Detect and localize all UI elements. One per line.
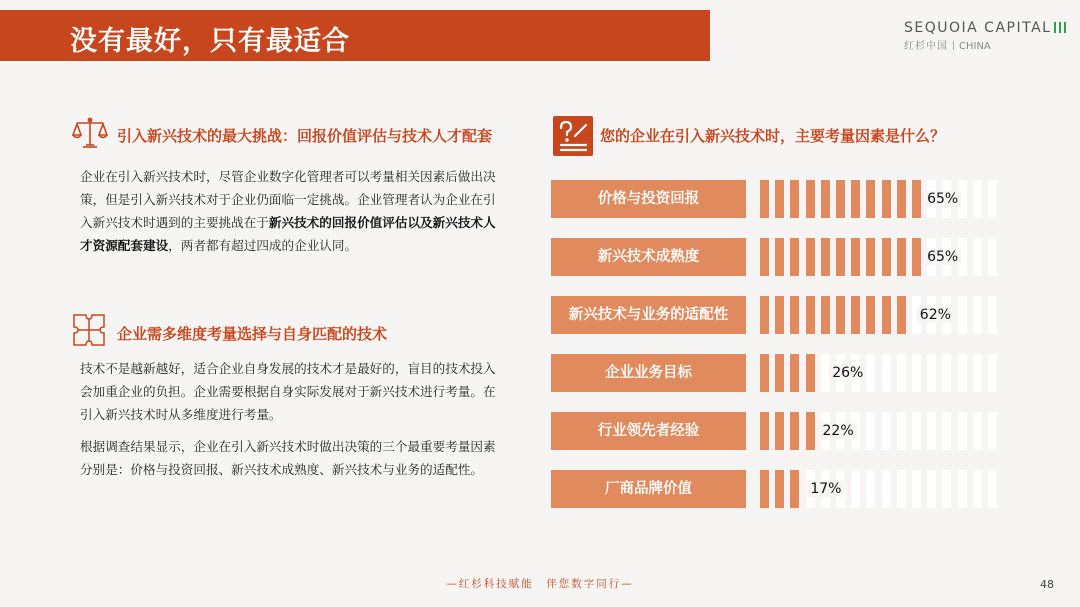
bar-row xyxy=(551,180,1011,218)
bar-segment-empty xyxy=(958,296,967,334)
sequoia-logo xyxy=(904,20,1066,52)
scales-icon xyxy=(72,115,108,151)
bar-segment-filled xyxy=(760,412,769,450)
bar-segment-filled xyxy=(851,296,860,334)
bar-segment-filled xyxy=(912,180,921,218)
bar-value-label: 17% xyxy=(807,481,844,497)
bar-segment-filled xyxy=(775,354,784,392)
bar-segment-filled xyxy=(775,412,784,450)
bar-track xyxy=(760,354,1005,392)
bar-segment-filled xyxy=(866,180,875,218)
bar-segment-filled xyxy=(882,238,891,276)
bar-segment-filled xyxy=(806,238,815,276)
page-number: 48 xyxy=(1040,578,1054,591)
bar-segment-filled xyxy=(851,180,860,218)
bar-segment-filled xyxy=(821,180,830,218)
bar-segment-filled xyxy=(790,180,799,218)
bar-segment-empty xyxy=(988,180,997,218)
bar-segment-empty xyxy=(927,412,936,450)
question-title: 您的企业在引入新兴技术时，主要考量因素是什么？ xyxy=(600,127,946,145)
bar-segment-filled xyxy=(851,238,860,276)
bar-segment-empty xyxy=(942,354,951,392)
bar-row xyxy=(551,238,1011,276)
bar-segment-empty xyxy=(973,354,982,392)
bar-segment-empty xyxy=(851,470,860,508)
bar-segment-filled xyxy=(836,238,845,276)
bar-segment-empty xyxy=(927,470,936,508)
puzzle-icon xyxy=(72,313,106,347)
title-banner xyxy=(0,10,710,61)
section1-highlight: 新兴技术的回报价值评估以及新兴技术人才资源配套建设 xyxy=(80,215,496,253)
bar-value-label: 65% xyxy=(924,191,961,207)
bar-segment-empty xyxy=(912,354,921,392)
bar-segment-filled xyxy=(806,180,815,218)
section2-title: 企业需多维度考量选择与自身匹配的技术 xyxy=(117,325,388,343)
bar-segment-empty xyxy=(973,180,982,218)
bar-segment-empty xyxy=(973,296,982,334)
bar-segment-filled xyxy=(760,238,769,276)
bar-row xyxy=(551,470,1011,508)
bar-segment-filled xyxy=(882,296,891,334)
bar-segment-empty xyxy=(988,470,997,508)
bar-segment-filled xyxy=(790,238,799,276)
bar-segment-empty xyxy=(988,296,997,334)
bar-value-label: 62% xyxy=(917,307,954,323)
bar-segment-filled xyxy=(866,238,875,276)
bar-segment-empty xyxy=(973,470,982,508)
bar-category-label: 企业业务目标 xyxy=(551,354,746,392)
bar-segment-empty xyxy=(942,412,951,450)
bar-segment-empty xyxy=(958,412,967,450)
bar-segment-filled xyxy=(790,470,799,508)
bar-segment-filled xyxy=(806,354,815,392)
bar-row xyxy=(551,354,1011,392)
bar-segment-empty xyxy=(942,470,951,508)
bar-segment-filled xyxy=(790,412,799,450)
bar-segment-empty xyxy=(958,354,967,392)
bar-segment-empty xyxy=(897,412,906,450)
bar-segment-empty xyxy=(988,238,997,276)
bar-segment-filled xyxy=(897,180,906,218)
bar-segment-empty xyxy=(897,470,906,508)
bar-segment-empty xyxy=(882,412,891,450)
bar-segment-filled xyxy=(790,354,799,392)
bar-value-label: 65% xyxy=(924,249,961,265)
logo-sub-en: CHINA xyxy=(959,41,991,52)
bar-segment-filled xyxy=(760,470,769,508)
bar-segment-filled xyxy=(866,296,875,334)
bar-segment-filled xyxy=(821,238,830,276)
section2-paragraph-2: 根据调查结果显示，企业在引入新兴技术时做出决策的三个最重要考量因素分别是：价格与投资回报、新兴技术成熟度、新兴技术与业务的适配性。 xyxy=(80,439,496,477)
logo-name: SEQUOIA CAPITAL xyxy=(904,20,1052,36)
bar-category-label: 厂商品牌价值 xyxy=(551,470,746,508)
bar-segment-empty xyxy=(897,354,906,392)
bar-segment-empty xyxy=(973,412,982,450)
bar-segment-empty xyxy=(866,470,875,508)
bar-segment-empty xyxy=(882,354,891,392)
page-title: 没有最好，只有最适合 xyxy=(70,26,350,57)
bar-category-label: 价格与投资回报 xyxy=(551,180,746,218)
bar-segment-filled xyxy=(775,180,784,218)
bar-segment-filled xyxy=(775,470,784,508)
bar-segment-empty xyxy=(866,412,875,450)
bar-segment-empty xyxy=(882,470,891,508)
bar-row xyxy=(551,412,1011,450)
bar-segment-filled xyxy=(836,180,845,218)
logo-sub-cn: 红杉中国 xyxy=(904,41,948,52)
bar-segment-filled xyxy=(760,180,769,218)
bar-value-label: 26% xyxy=(829,365,866,381)
footer-slogan: —红杉科技赋能 伴您数字同行— xyxy=(446,578,634,590)
bar-segment-empty xyxy=(958,470,967,508)
bar-track xyxy=(760,296,1005,334)
section2-paragraph-1: 技术不是越新越好，适合企业自身发展的技术才是最好的，盲目的技术投入会加重企业的负担。企业需要根据自身实际发展对于新兴技术进行考量。在引入新兴技术时从多维度进行考量。 xyxy=(80,361,496,422)
section1-title: 引入新兴技术的最大挑战：回报价值评估与技术人才配套 xyxy=(117,127,493,145)
bar-segment-empty xyxy=(927,354,936,392)
bar-segment-filled xyxy=(760,354,769,392)
bar-track xyxy=(760,470,1005,508)
bar-segment-filled xyxy=(821,296,830,334)
bar-category-label: 新兴技术成熟度 xyxy=(551,238,746,276)
bar-track xyxy=(760,238,1005,276)
bar-segment-filled xyxy=(760,296,769,334)
bar-segment-empty xyxy=(988,412,997,450)
bar-segment-empty xyxy=(988,354,997,392)
bar-segment-filled xyxy=(806,296,815,334)
sequoia-mark-icon xyxy=(1054,22,1066,33)
bar-segment-filled xyxy=(836,296,845,334)
bar-track xyxy=(760,412,1005,450)
bar-segment-filled xyxy=(882,180,891,218)
question-list-icon xyxy=(553,116,593,156)
bar-row xyxy=(551,296,1011,334)
bar-segment-filled xyxy=(775,238,784,276)
bar-track xyxy=(760,180,1005,218)
bar-segment-empty xyxy=(866,354,875,392)
bar-segment-filled xyxy=(806,412,815,450)
bar-segment-filled xyxy=(775,296,784,334)
bar-segment-empty xyxy=(912,412,921,450)
bar-category-label: 新兴技术与业务的适配性 xyxy=(551,296,746,334)
section1-paragraph: 企业在引入新兴技术时，尽管企业数字化管理者可以考量相关因素后做出决策，但是引入新兴技术对于企业仍面临一定挑战。企业管理者认为企业在引入新兴技术时遇到的主要挑战在于新兴技术的回报价值评估以及新兴技术人才资源配套建设，两者都有超过四成的企业认同。 xyxy=(80,169,496,253)
bar-category-label: 行业领先者经验 xyxy=(551,412,746,450)
bar-segment-empty xyxy=(973,238,982,276)
bar-segment-filled xyxy=(912,238,921,276)
bar-segment-filled xyxy=(897,296,906,334)
bar-segment-filled xyxy=(897,238,906,276)
bar-segment-filled xyxy=(790,296,799,334)
bar-segment-empty xyxy=(912,470,921,508)
bar-value-label: 22% xyxy=(820,423,857,439)
